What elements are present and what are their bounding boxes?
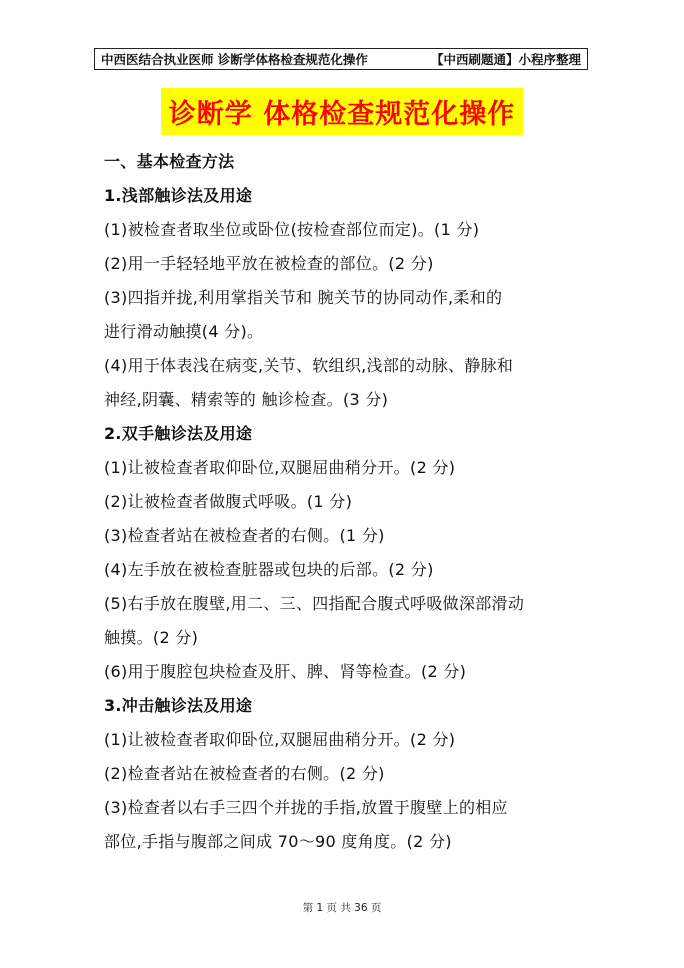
body-line: (4)用于体表浅在病变,关节、软组织,浅部的动脉、静脉和	[104, 356, 514, 375]
body-line: (3)检查者以右手三四个并拢的手指,放置于腹壁上的相应	[104, 798, 508, 817]
title-wrap	[0, 88, 684, 135]
section-heading: 3.冲击触诊法及用途	[104, 696, 253, 715]
header-right-text: 【中西刷题通】小程序整理	[430, 52, 581, 67]
body-line: 部位,手指与腹部之间成 70～90 度角度。(2 分)	[104, 832, 452, 851]
body-line: (4)左手放在被检查脏器或包块的后部。(2 分)	[104, 560, 434, 579]
document-body	[104, 145, 594, 859]
section-heading: 1.浅部触诊法及用途	[104, 186, 253, 205]
body-line: (1)让被检查者取仰卧位,双腿屈曲稍分开。(2 分)	[104, 730, 456, 749]
page-header	[94, 48, 588, 70]
section-heading: 2.双手触诊法及用途	[104, 424, 253, 443]
body-line: 触摸。(2 分)	[104, 628, 199, 647]
body-line: (2)检查者站在被检查者的右侧。(2 分)	[104, 764, 385, 783]
body-line: (6)用于腹腔包块检查及肝、脾、肾等检查。(2 分)	[104, 662, 467, 681]
body-line: (5)右手放在腹壁,用二、三、四指配合腹式呼吸做深部滑动	[104, 594, 525, 613]
body-line: (3)检查者站在被检查者的右侧。(1 分)	[104, 526, 385, 545]
body-line: (3)四指并拢,利用掌指关节和 腕关节的协同动作,柔和的	[104, 288, 503, 307]
body-line: (1)让被检查者取仰卧位,双腿屈曲稍分开。(2 分)	[104, 458, 456, 477]
section-heading: 一、基本检查方法	[104, 152, 235, 171]
page-title: 诊断学 体格检查规范化操作	[161, 88, 523, 135]
body-line: 进行滑动触摸(4 分)。	[104, 322, 264, 341]
body-line: (2)用一手轻轻地平放在被检查的部位。(2 分)	[104, 254, 434, 273]
page-footer: 第 1 页 共 36 页	[302, 902, 382, 914]
header-left-text: 中西医结合执业医师 诊断学体格检查规范化操作	[101, 52, 368, 67]
body-line: (1)被检查者取坐位或卧位(按检查部位而定)。(1 分)	[104, 220, 480, 239]
body-line: 神经,阴囊、精索等的 触诊检查。(3 分)	[104, 390, 389, 409]
body-line: (2)让被检查者做腹式呼吸。(1 分)	[104, 492, 353, 511]
